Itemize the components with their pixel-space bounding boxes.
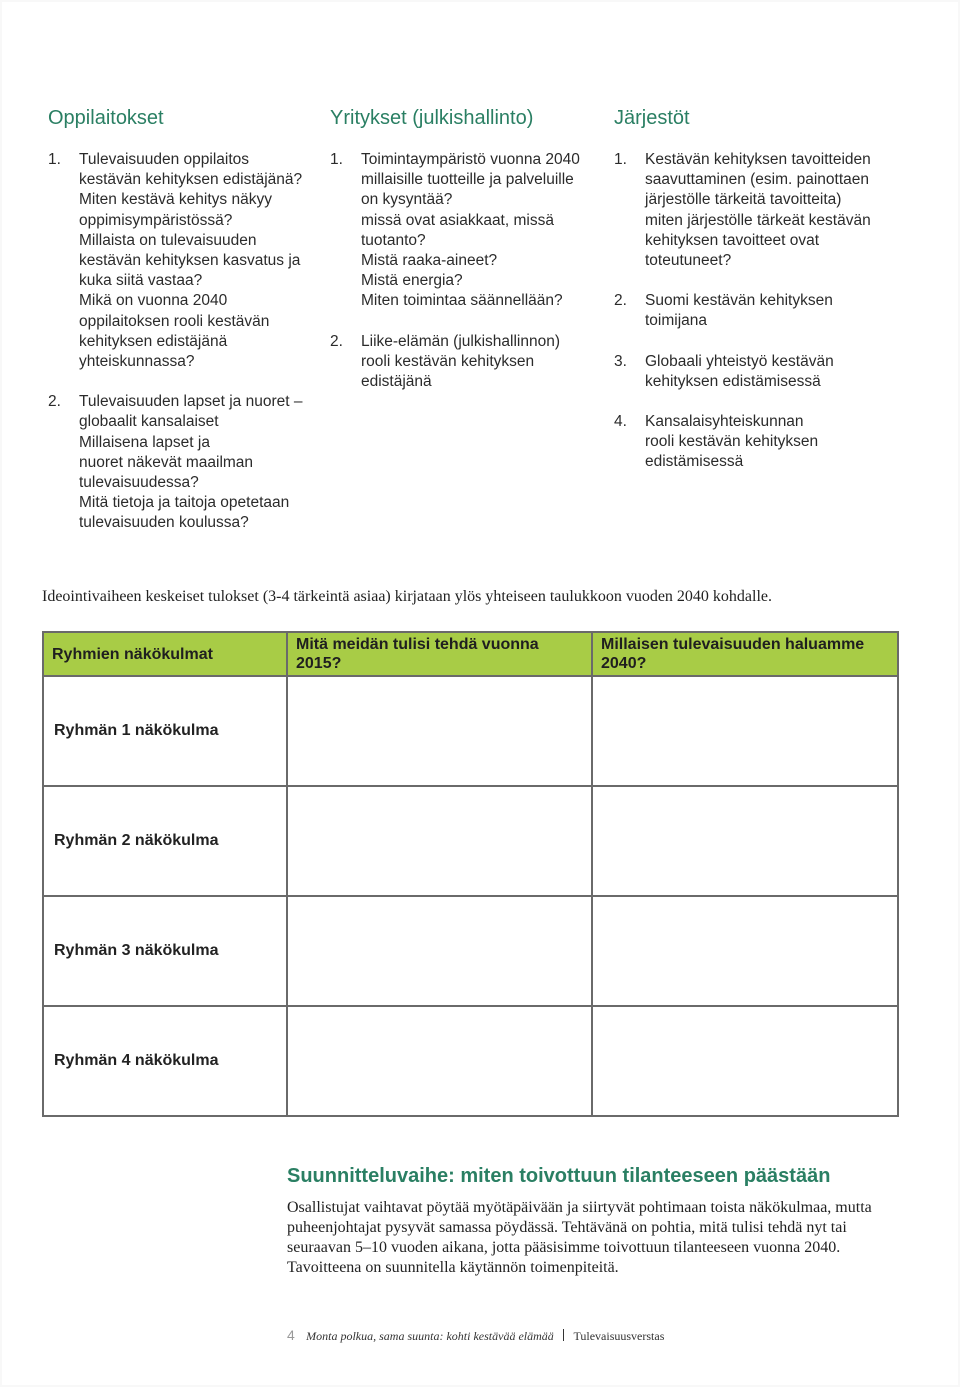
item-line: saavuttaminen (esim. painottaen <box>645 171 870 189</box>
planning-section <box>287 1165 902 1278</box>
empty-cell[interactable] <box>287 1006 592 1116</box>
item-number: 1. <box>330 151 343 168</box>
item-number: 2. <box>330 332 343 350</box>
item-line: kehityksen edistäjänä <box>79 332 228 350</box>
item-line: Miten kestävä kehitys näkyy <box>79 191 272 209</box>
item-line: tuotanto? <box>361 231 426 249</box>
item-line: Mikä on vuonna 2040 <box>79 292 228 310</box>
item-line: Tulevaisuuden lapset ja nuoret – <box>79 393 303 411</box>
column-yritykset <box>330 107 615 412</box>
empty-cell[interactable] <box>287 786 592 896</box>
empty-cell[interactable] <box>287 896 592 1006</box>
list-item <box>614 352 904 392</box>
item-line: miten järjestölle tärkeät kestävän <box>645 211 871 229</box>
item-line: toimijana <box>645 312 708 330</box>
row-label: Ryhmän 1 näkökulma <box>43 676 287 786</box>
item-number: 1. <box>48 151 61 168</box>
table-header-cell: Millaisen tulevaisuuden haluamme 2040? <box>592 632 898 676</box>
item-line: Mitä tietoja ja taitoja opetetaan <box>79 494 290 512</box>
item-line: rooli kestävän kehityksen <box>645 433 819 451</box>
item-line: Miten toimintaa säännellään? <box>361 292 563 310</box>
list-item <box>48 392 333 533</box>
item-line: tulevaisuuden koulussa? <box>79 514 249 532</box>
planning-body: Osallistujat vaihtavat pöytää myötäpäivään ja siirtyvät pohtimaan toista näkökulmaa, mutta puheenjohtajat pysyvät samassa pöydässä. Tehtävänä on pohtia, mitä tulisi tehdä nyt tai seuraavan 5–10 vuoden aikana, jotta pääsisimme toivottuun tilanteeseen vuonna 2040. Tavoitteena on suunnitella käytännön toimenpiteitä. <box>287 1199 872 1276</box>
item-number: 1. <box>614 151 627 168</box>
item-number: 2. <box>48 393 61 411</box>
item-line: on kysyntää? <box>361 191 453 209</box>
list-item <box>48 150 333 372</box>
item-line: järjestölle tärkeitä tavoitteita) <box>645 191 842 209</box>
page <box>2 2 958 1385</box>
item-number: 4. <box>614 413 627 431</box>
item-line: tulevaisuudessa? <box>79 474 199 492</box>
publication-title: Monta polkua, sama suunta: kohti kestävää elämää <box>306 1329 554 1343</box>
item-line: kehityksen edistämisessä <box>645 372 821 390</box>
table-header-cell: Ryhmien näkökulmat <box>43 632 287 676</box>
empty-cell[interactable] <box>287 676 592 786</box>
footer <box>287 1327 664 1344</box>
item-line: Mistä raaka-aineet? <box>361 252 498 270</box>
item-line: Mistä energia? <box>361 272 463 290</box>
item-number: 3. <box>614 352 627 370</box>
item-line: edistäjänä <box>361 373 432 391</box>
column-heading: Järjestöt <box>614 107 690 129</box>
item-line: toteutuneet? <box>645 252 732 270</box>
item-line: globaalit kansalaiset <box>79 413 219 431</box>
page-number: 4 <box>287 1327 295 1343</box>
row-label: Ryhmän 3 näkökulma <box>43 896 287 1006</box>
table-row <box>43 1006 898 1116</box>
item-line: edistämisessä <box>645 453 744 471</box>
table-row <box>43 896 898 1006</box>
list-item <box>330 332 615 393</box>
item-line: Kestävän kehityksen tavoitteiden <box>645 151 871 168</box>
list-item <box>330 150 615 312</box>
item-line: kuka siitä vastaa? <box>79 272 203 290</box>
column-jarjestot <box>614 107 904 493</box>
item-line: Toimintaympäristö vuonna 2040 <box>361 151 580 168</box>
item-line: Millaista on tulevaisuuden <box>79 231 257 249</box>
column-heading: Yritykset (julkishallinto) <box>330 107 534 129</box>
list-item <box>614 412 904 473</box>
row-label: Ryhmän 2 näkökulma <box>43 786 287 896</box>
item-line: missä ovat asiakkaat, missä <box>361 211 554 229</box>
item-line: Tulevaisuuden oppilaitos <box>79 151 250 168</box>
footer-divider <box>563 1329 564 1341</box>
table-row <box>43 676 898 786</box>
empty-cell[interactable] <box>592 676 898 786</box>
empty-cell[interactable] <box>592 896 898 1006</box>
item-line: kehityksen tavoitteet ovat <box>645 231 820 249</box>
column-heading: Oppilaitokset <box>48 107 164 129</box>
item-line: Kansalaisyhteiskunnan <box>645 413 804 431</box>
item-line: Liike-elämän (julkishallinnon) <box>361 332 561 350</box>
table-row <box>43 786 898 896</box>
intro-text: Ideointivaiheen keskeiset tulokset (3-4 tärkeintä asiaa) kirjataan ylös yhteiseen taulukkoon vuoden 2040 kohdalle. <box>42 588 773 605</box>
item-line: oppilaitoksen rooli kestävän <box>79 312 270 330</box>
list-item <box>614 291 904 331</box>
item-line: kestävän kehityksen edistäjänä? <box>79 171 303 189</box>
item-line: nuoret näkevät maailman <box>79 453 254 471</box>
item-line: Globaali yhteistyö kestävän <box>645 352 834 370</box>
table-header-row <box>43 632 898 676</box>
item-line: kestävän kehityksen kasvatus ja <box>79 252 301 270</box>
item-line: Suomi kestävän kehityksen <box>645 292 833 310</box>
column-oppilaitokset <box>48 107 333 554</box>
empty-cell[interactable] <box>592 1006 898 1116</box>
item-line: millaisille tuotteille ja palveluille <box>361 171 574 189</box>
results-table <box>42 631 899 1117</box>
row-label: Ryhmän 4 näkökulma <box>43 1006 287 1116</box>
table-header-cell: Mitä meidän tulisi tehdä vuonna 2015? <box>287 632 592 676</box>
item-line: Millaisena lapset ja <box>79 433 210 451</box>
footer-org: Tulevaisuusverstas <box>573 1329 665 1343</box>
item-line: rooli kestävän kehityksen <box>361 352 535 370</box>
item-line: oppimisympäristössä? <box>79 211 233 229</box>
empty-cell[interactable] <box>592 786 898 896</box>
item-number: 2. <box>614 292 627 310</box>
item-line: yhteiskunnassa? <box>79 353 195 371</box>
planning-title: Suunnitteluvaihe: miten toivottuun tilanteeseen päästään <box>287 1165 831 1187</box>
list-item <box>614 150 904 271</box>
